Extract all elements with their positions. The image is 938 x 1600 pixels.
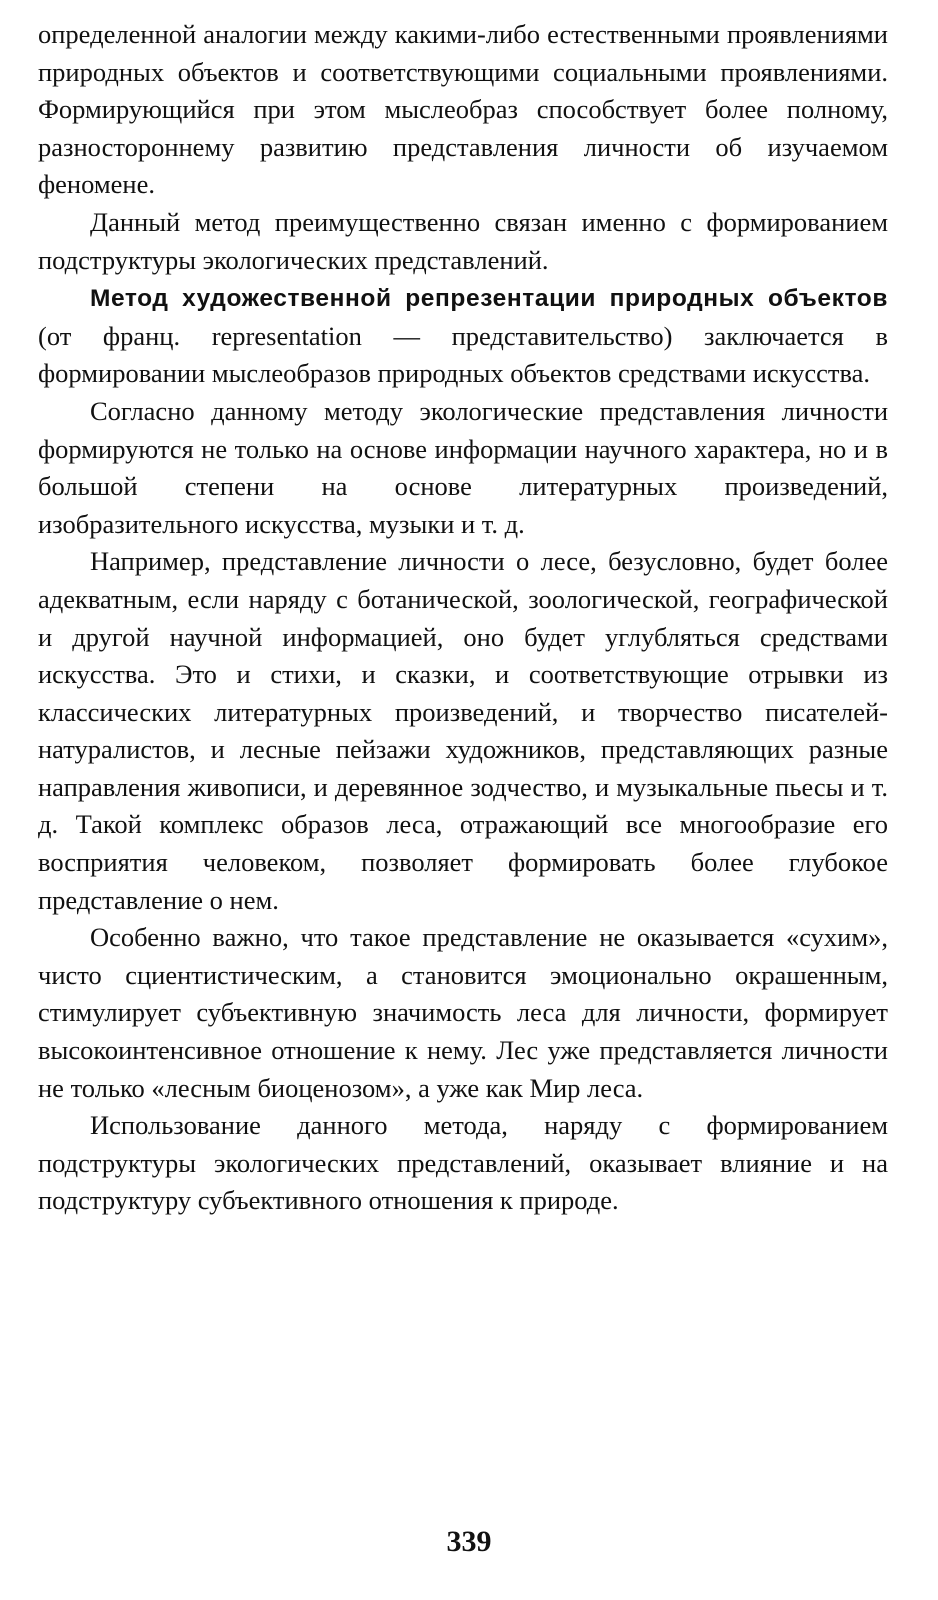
page-number: 339 (446, 1525, 492, 1558)
paragraph-2 (38, 204, 888, 279)
paragraph-7 (38, 1107, 888, 1220)
paragraph-5-text: Например, представление личности о лесе, безусловно, будет более адекватным, если наряду с ботанической, зоологической, географической и другой научной информацией, оно будет углубляться средствами искусства. Это и стихи, и сказки, и соответствующие отрывки из классических литературных произведений, и творчество писателей-натуралистов, и лесные пейзажи художников, представляющих разные направления живописи, и деревянное зодчество, и музыкальные пьесы и т. д. Такой комплекс образов леса, отражающий все многообразие его восприятия человеком, позволяет формировать более глубокое представление о нем. (38, 546, 888, 915)
paragraph-3 (38, 279, 888, 393)
paragraph-4-text: Согласно данному методу экологические представления личности формируются не только на основе информации научного характера, но и в большой степени на основе литературных произведений, изобразительного искусства, музыки и т. д. (38, 395, 888, 539)
paragraph-6 (38, 919, 888, 1107)
paragraph-4 (38, 393, 888, 543)
paragraph-3-text: (от франц. representation — представительство) заключается в формировании мыслеобразов природных объектов средствами искусства. (38, 320, 888, 389)
paragraph-5 (38, 543, 888, 919)
paragraph-1-text: определенной аналогии между какими-либо естественными проявлениями природных объектов и соответствующими социальными проявлениями. Формирующийся при этом мыслеобраз способствует более полному, разностороннему развитию представления личности об изучаемом феномене. (38, 19, 888, 200)
paragraph-6-text: Особенно важно, что такое представление не оказывается «сухим», чисто сциентистическим, а становится эмоционально окрашенным, стимулирует субъективную значимость леса для личности, формирует высокоинтенсивное отношение к нему. Лес уже представляется личности не только «лесным биоценозом», а уже как Мир леса. (38, 922, 888, 1103)
page-body (38, 16, 888, 1220)
paragraph-2-text: Данный метод преимущественно связан именно с формированием подструктуры экологических представлений. (38, 206, 888, 275)
method-term: Метод художественной репрезентации природных объектов (90, 285, 888, 313)
paragraph-1 (38, 16, 888, 204)
paragraph-7-text: Использование данного метода, наряду с формированием подструктуры экологических представлений, оказывает влияние и на подструктуру субъективного отношения к природе. (38, 1110, 888, 1216)
